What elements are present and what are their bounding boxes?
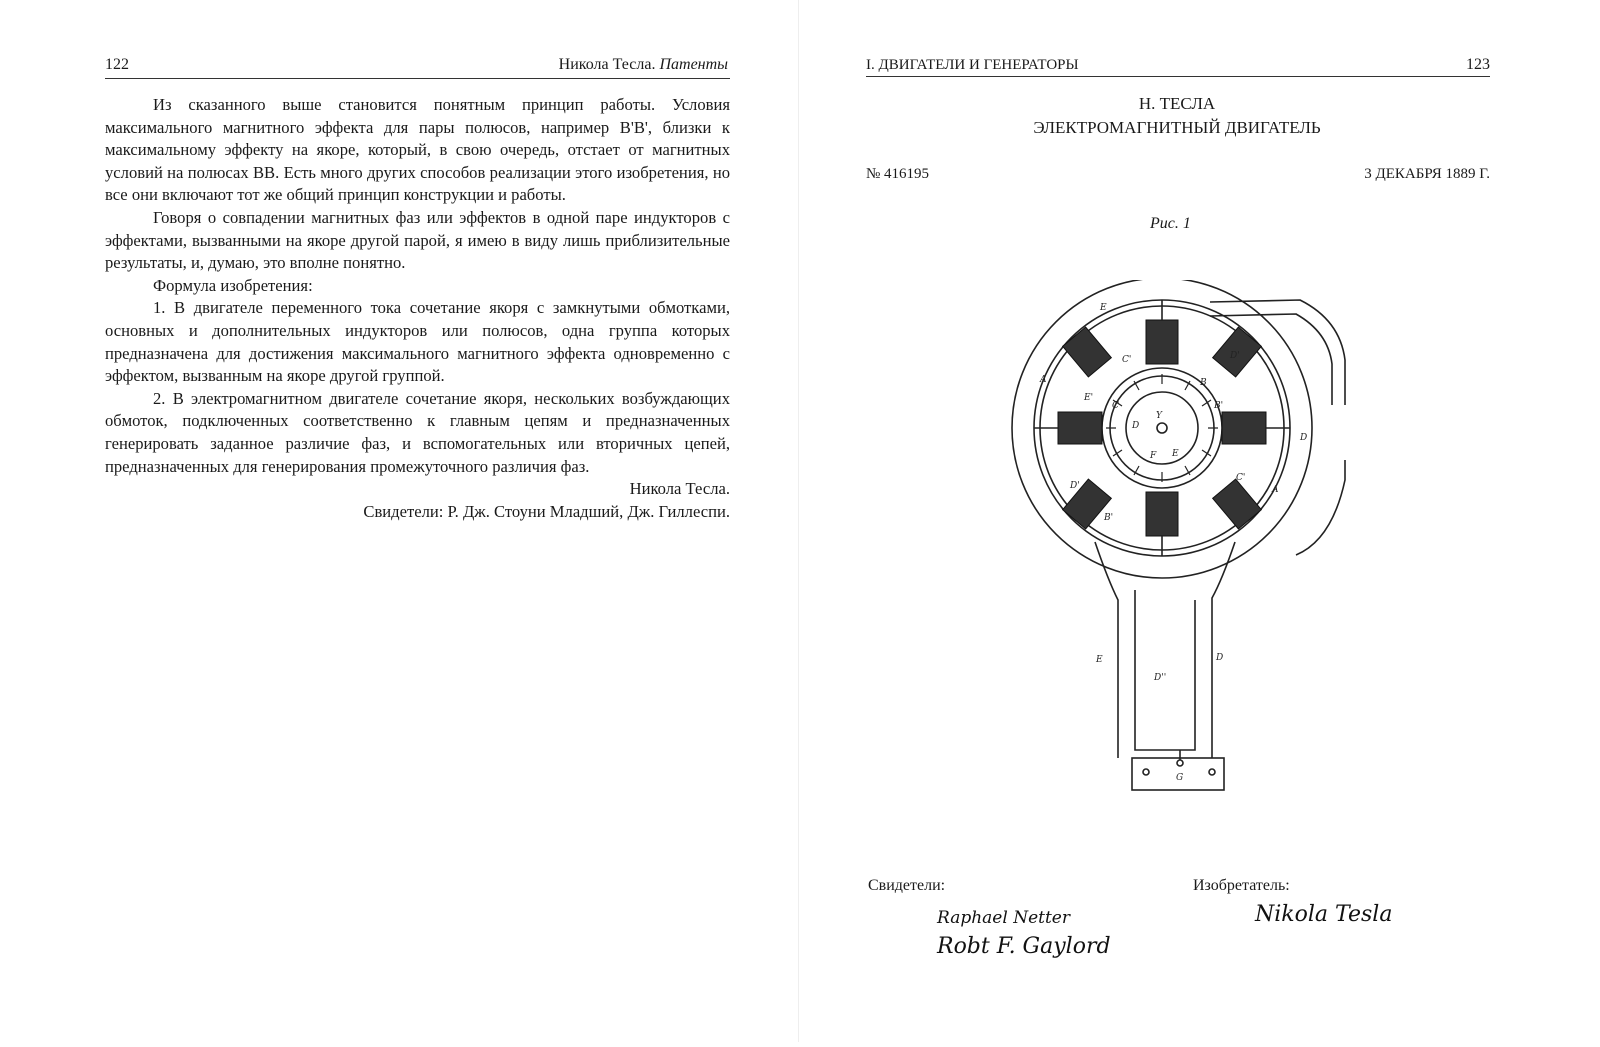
fig-label: D' — [1230, 351, 1240, 361]
header-author: Никола Тесла. — [558, 56, 656, 73]
patent-date: 3 ДЕКАБРЯ 1889 Г. — [1364, 166, 1490, 182]
witness-signature: Robt F. Gaylord — [937, 934, 1111, 959]
inventor-label: Изобретатель: — [1193, 877, 1290, 894]
header-rule — [866, 76, 1490, 77]
fig-label: E — [1096, 655, 1103, 665]
fig-label: Y — [1156, 411, 1162, 421]
fig-label: G — [1176, 773, 1184, 783]
section-header: I. ДВИГАТЕЛИ И ГЕНЕРАТОРЫ — [866, 57, 1079, 73]
fig-label: A — [1040, 375, 1047, 385]
fig-label: B — [1200, 378, 1207, 388]
title-block — [862, 92, 1492, 140]
header-book: Патенты — [659, 56, 728, 73]
fig-label: C' — [1236, 473, 1246, 483]
fig-label: D — [1216, 653, 1224, 663]
patent-number: № 416195 — [866, 166, 930, 182]
fig-label: E — [1172, 449, 1179, 459]
paragraph: 2. В электромагнитном двигателе сочетание якоря, нескольких возбуждающих обмоток, подключенных соответственно к главным цепям и предназначенных генерировать заданное различие фаз, и вспомогательных или вторичных цепей, предназначенных для генерирования промежуточного различия фаз. — [105, 388, 730, 476]
motor-diagram — [1000, 280, 1380, 800]
witnesses-line: Свидетели: Р. Дж. Стоуни Младший, Дж. Гиллеспи. — [363, 501, 730, 521]
body-text-left — [105, 94, 730, 523]
paragraph: Говоря о совпадении магнитных фаз или эффектов в одной паре индукторов с эффектами, вызванными на якоре другой парой, я имею в виду лишь приблизительные результаты, и, думаю, это вполне понятно. — [105, 207, 730, 273]
figure-caption: Рис. 1 — [1150, 215, 1191, 232]
inventor-signature: Nikola Tesla — [1255, 902, 1393, 927]
page-number-left: 122 — [105, 56, 129, 73]
fig-label: C — [1112, 401, 1119, 411]
header-rule — [105, 78, 730, 79]
right-page — [800, 0, 1600, 1042]
fig-label: C' — [1122, 355, 1132, 365]
fig-label: B' — [1214, 401, 1224, 411]
fig-label: E — [1100, 303, 1107, 313]
fig-label: A — [1272, 485, 1279, 495]
patent-author: Н. ТЕСЛА — [1138, 94, 1216, 113]
fig-label: E' — [1084, 393, 1094, 403]
left-page — [0, 0, 800, 1042]
page-number-right: 123 — [1466, 56, 1490, 73]
fig-label: D — [1300, 433, 1308, 443]
fig-label: D'' — [1154, 673, 1167, 683]
witness-signature: Raphael Netter — [937, 908, 1070, 928]
fig-label: D' — [1070, 481, 1080, 491]
paragraph: Формула изобретения: — [153, 275, 313, 295]
paragraph: 1. В двигателе переменного тока сочетание якоря с замкнутыми обмотками, основных и дополнительных индукторов или полюсов, одна группа которых предназначена для достижения максимального магнитного эффекта одновременно с эффектом, вызванным на якоре другой группой. — [105, 298, 730, 386]
fig-label: B' — [1104, 513, 1114, 523]
author-signature: Никола Тесла. — [629, 479, 730, 499]
fig-label: F — [1150, 451, 1157, 461]
patent-title: ЭЛЕКТРОМАГНИТНЫЙ ДВИГАТЕЛЬ — [1033, 118, 1321, 137]
running-head-left — [559, 55, 728, 75]
fig-label: D — [1132, 421, 1140, 431]
paragraph: Из сказанного выше становится понятным принцип работы. Условия максимального магнитного эффекта для пары полюсов, например B'B', близки к максимальному эффекту на якоре, который, в свою очередь, отстает от магнитных условий на полюсах BB. Есть много других способов реализации этого изобретения, но все они включают тот же общий принцип конструкции и работы. — [105, 95, 730, 205]
witnesses-label: Свидетели: — [868, 877, 946, 894]
